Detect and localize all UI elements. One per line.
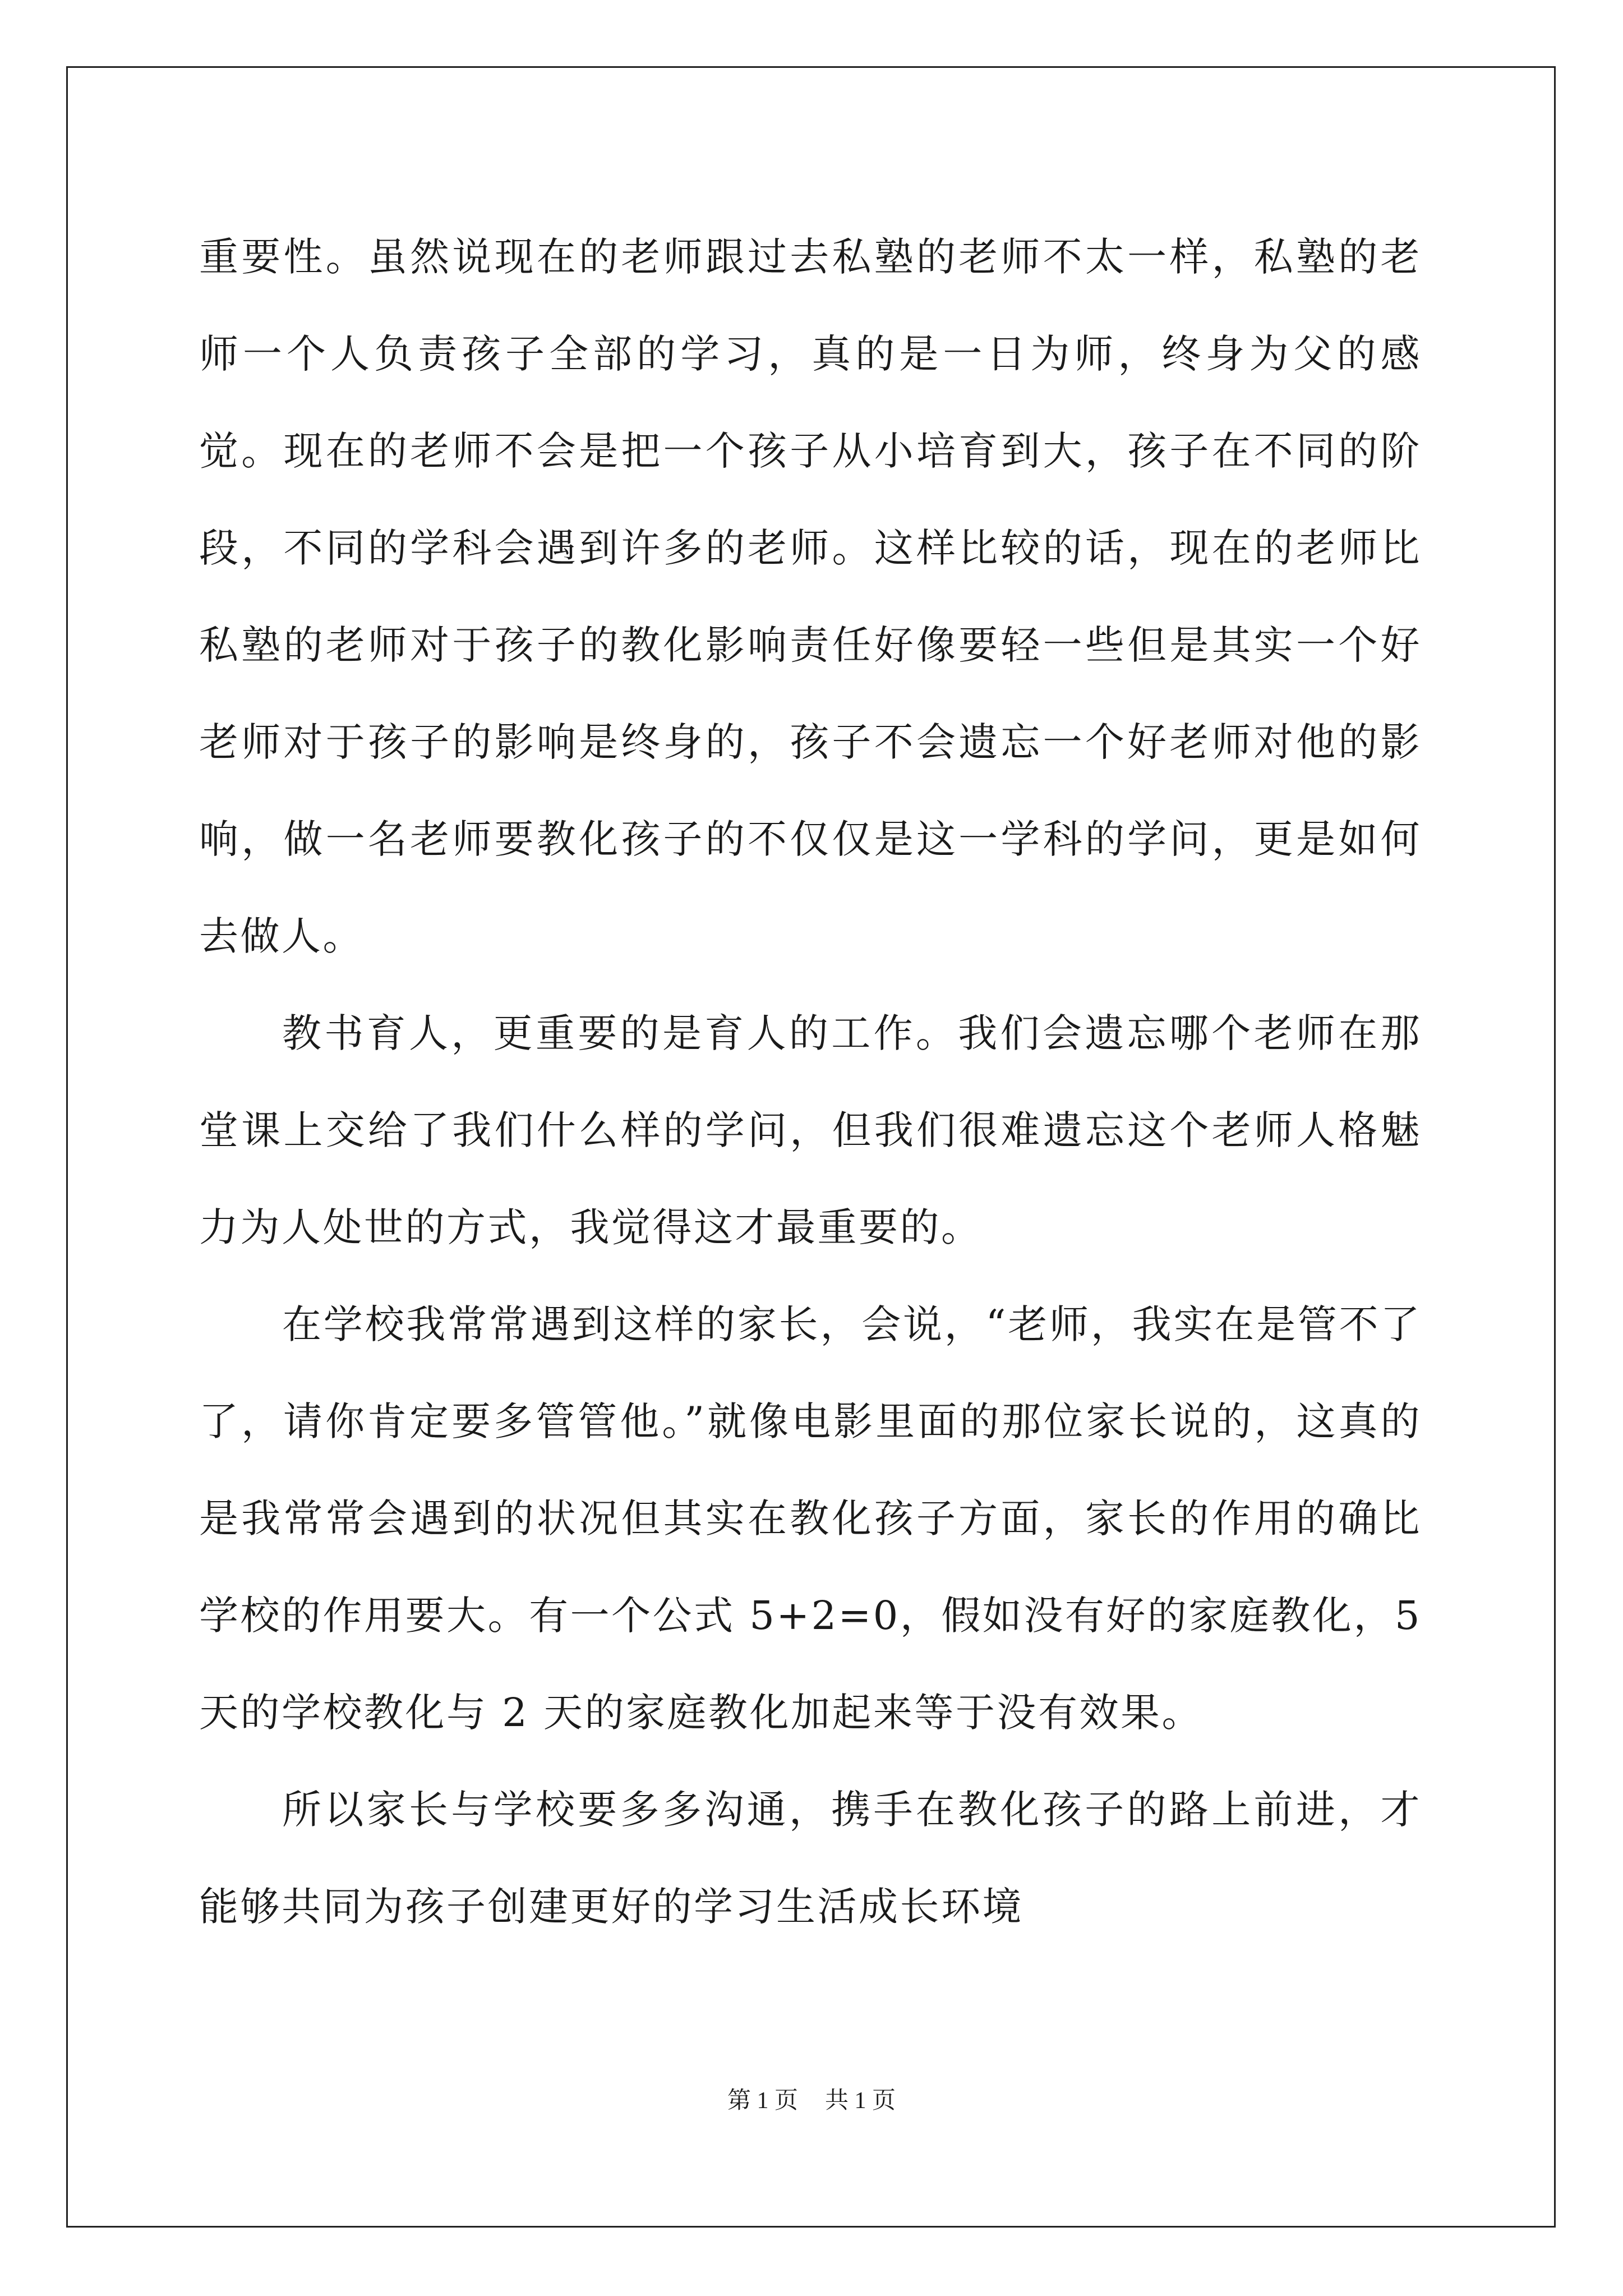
document-body [199, 209, 1422, 1955]
paragraph-2: 教书育人，更重要的是育人的工作。我们会遗忘哪个老师在那堂课上交给了我们什么样的学问，但我们很难遗忘这个老师人格魅力为人处世的方式，我觉得这才最重要的。 [199, 1010, 1422, 1250]
paragraph-1: 重要性。虽然说现在的老师跟过去私塾的老师不太一样，私塾的老师一个人负责孩子全部的学习，真的是一日为师，终身为父的感觉。现在的老师不会是把一个孩子从小培育到大，孩子在不同的阶段，不同的学科会遇到许多的老师。这样比较的话，现在的老师比私塾的老师对于孩子的教化影响责任好像要轻一些但是其实一个好老师对于孩子的影响是终身的，孩子不会遗忘一个好老师对他的影响，做一名老师要教化孩子的不仅仅是这一学科的学问，更是如何去做人。 [199, 234, 1422, 959]
paragraph-3: 在学校我常常遇到这样的家长，会说，“老师，我实在是管不了了，请你肯定要多管管他。”就像电影里面的那位家长说的，这真的是我常常会遇到的状况但其实在教化孩子方面，家长的作用的确比学校的作用要大。有一个公式 5+2=0，假如没有好的家庭教化，5 天的学校教化与 2 天的家庭教化加起来等于没有效果。 [199, 1301, 1422, 1736]
page-total: 共 1 页 [825, 2088, 896, 2114]
paragraph-4: 所以家长与学校要多多沟通，携手在教化孩子的路上前进，才能够共同为孩子创建更好的学习生活成长环境 [199, 1787, 1422, 1930]
page-number: 第 1 页 [727, 2088, 798, 2114]
page-footer [0, 2084, 1623, 2118]
